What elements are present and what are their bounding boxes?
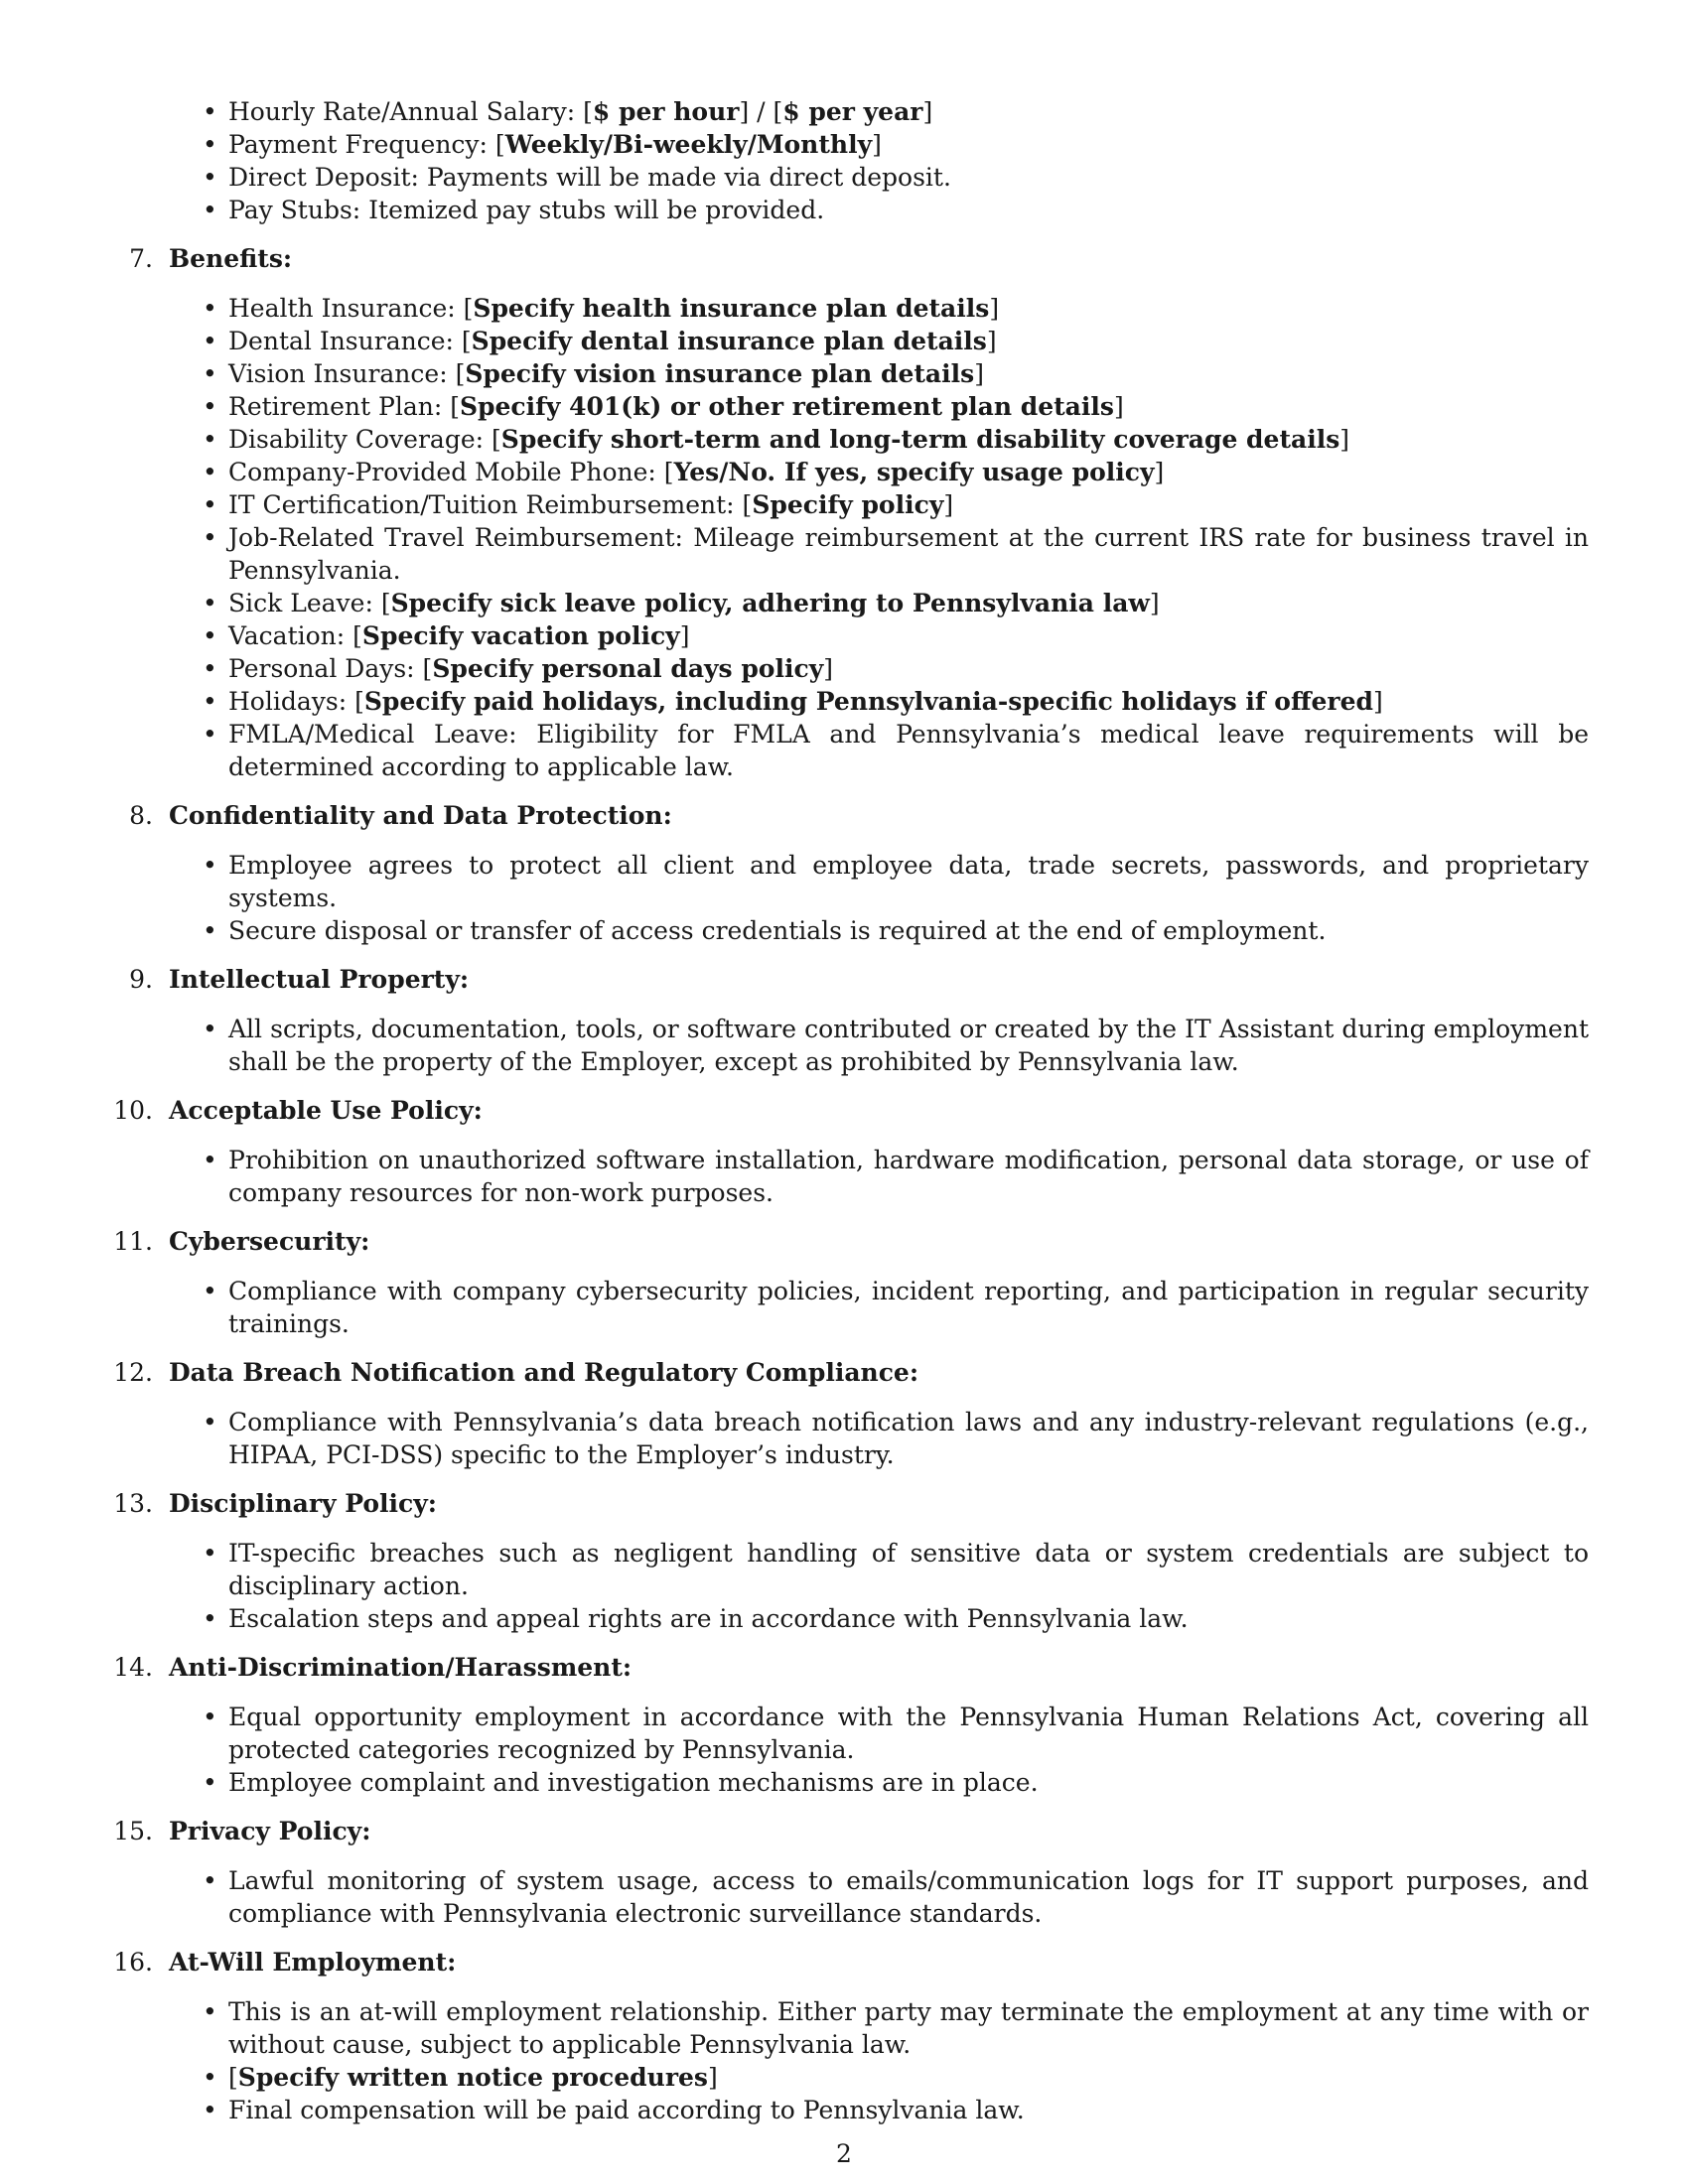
item-text: [ (492, 425, 501, 454)
placeholder-text: Yes/No. If yes, specify usage policy (673, 458, 1155, 486)
item-text: Prohibition on unauthorized software installation, hardware modification, personal data storage, or use of company resources for non-work purposes. (228, 1146, 1589, 1207)
section (113, 1356, 1589, 1471)
section (113, 1651, 1589, 1799)
item-text: Itemized pay stubs will be provided. (368, 196, 825, 224)
list-item (228, 95, 1589, 128)
item-label: Disability Coverage: (228, 425, 492, 454)
section-list (159, 1406, 1589, 1471)
item-text: [ (422, 654, 433, 683)
list-item (228, 1275, 1589, 1340)
section (113, 1487, 1589, 1635)
section-list (159, 1995, 1589, 2126)
item-text: [ (463, 294, 474, 323)
section (129, 242, 1589, 783)
item-text: [ (461, 327, 472, 355)
placeholder-text: Specify sick leave policy, adhering to Pennsylvania law (390, 589, 1150, 617)
section-number: 16. (113, 1948, 153, 1977)
list-item (228, 1766, 1589, 1799)
list-item (228, 685, 1589, 718)
item-text: ] / [ (739, 97, 783, 126)
compensation-list (159, 95, 1589, 226)
item-text: Compliance with company cybersecurity policies, incident reporting, and participation in regular security trainings. (228, 1277, 1589, 1338)
item-text: Employee agrees to protect all client and employee data, trade secrets, passwords, and proprietary systems. (228, 851, 1589, 912)
item-label: Health Insurance: (228, 294, 464, 323)
item-text: ] (986, 327, 997, 355)
section (129, 799, 1589, 947)
item-label: Personal Days: (228, 654, 423, 683)
section-title: At-Will Employment: (169, 1948, 457, 1977)
section-title: Intellectual Property: (169, 965, 470, 994)
item-label: Dental Insurance: (228, 327, 462, 355)
item-text: IT-specific breaches such as negligent handling of sensitive data or system credentials are subject to disciplinary action. (228, 1539, 1589, 1600)
item-text: ] (1339, 425, 1350, 454)
item-label: Direct Deposit: (228, 163, 427, 192)
list-item (228, 2061, 1589, 2094)
placeholder-text: Specify vacation policy (361, 621, 680, 650)
list-item (228, 128, 1589, 161)
list-item (228, 357, 1589, 390)
list-item (228, 423, 1589, 456)
item-text: Compliance with Pennsylvania’s data breach notification laws and any industry-relevant regulations (e.g., HIPAA, PCI-DSS) specific to the Employer’s industry. (228, 1408, 1589, 1469)
item-label: Vacation: (228, 621, 353, 650)
section-title: Cybersecurity: (169, 1227, 370, 1256)
placeholder-text: Specify 401(k) or other retirement plan details (459, 392, 1114, 421)
item-text: Equal opportunity employment in accordance with the Pennsylvania Human Relations Act, covering all protected categories recognized by Pennsylvania. (228, 1703, 1589, 1764)
item-label: Retirement Plan: (228, 392, 451, 421)
item-text: ] (679, 621, 690, 650)
list-item (228, 521, 1589, 587)
section (113, 1946, 1589, 2126)
section-heading (113, 1651, 1589, 1684)
item-text: ] (823, 654, 833, 683)
item-text: Escalation steps and appeal rights are in accordance with Pennsylvania law. (228, 1604, 1189, 1633)
placeholder-text: Specify health insurance plan details (473, 294, 990, 323)
placeholder-text: Specify personal days policy (432, 654, 824, 683)
list-item (228, 1995, 1589, 2061)
list-item (228, 292, 1589, 325)
list-item (228, 914, 1589, 947)
section-list (159, 1864, 1589, 1930)
placeholder-text: Specify policy (752, 490, 944, 519)
section-heading (113, 1356, 1589, 1389)
section-title: Data Breach Notification and Regulatory Compliance: (169, 1358, 919, 1387)
placeholder-text: Specify vision insurance plan details (465, 359, 975, 388)
list-item (228, 1537, 1589, 1602)
list-item (228, 587, 1589, 619)
section-number: 15. (113, 1817, 153, 1845)
list-item (228, 2094, 1589, 2126)
item-label: Company-Provided Mobile Phone: (228, 458, 664, 486)
placeholder-text: Specify written notice procedures (237, 2063, 708, 2092)
list-item (228, 194, 1589, 226)
item-text: [ (742, 490, 753, 519)
section-number: 11. (113, 1227, 153, 1256)
item-text: ] (1154, 458, 1165, 486)
item-text: [ (354, 687, 364, 716)
item-text: Mileage reimbursement at the current IRS rate for business travel in Pennsylvania. (228, 523, 1589, 585)
item-text: Payments will be made via direct deposit. (426, 163, 951, 192)
section-number: 13. (113, 1489, 153, 1518)
list-item (228, 1144, 1589, 1209)
section-list (159, 849, 1589, 947)
item-text: ] (872, 130, 882, 159)
section-list (159, 1701, 1589, 1799)
document-page (113, 95, 1589, 2126)
section-number: 8. (129, 801, 153, 830)
list-item (228, 849, 1589, 914)
item-text: All scripts, documentation, tools, or software contributed or created by the IT Assistant during employment shall be the property of the Employer, except as prohibited by Pennsylvania law. (228, 1015, 1589, 1076)
section (113, 1094, 1589, 1209)
section-number: 12. (113, 1358, 153, 1387)
section-title: Acceptable Use Policy: (169, 1096, 483, 1125)
item-label: Vision Insurance: (228, 359, 456, 388)
item-text: ] (989, 294, 1000, 323)
list-item (228, 619, 1589, 652)
item-text: [ (663, 458, 674, 486)
item-text: [ (380, 589, 391, 617)
list-item (228, 652, 1589, 685)
item-text: Lawful monitoring of system usage, access to emails/communication logs for IT support purposes, and compliance with Pennsylvania electronic surveillance standards. (228, 1866, 1589, 1928)
list-item (228, 718, 1589, 783)
section-heading (113, 1487, 1589, 1520)
list-item (228, 390, 1589, 423)
section-heading (129, 799, 1589, 832)
section-list (159, 292, 1589, 783)
section-heading (129, 963, 1589, 996)
section-list (159, 1537, 1589, 1635)
section-heading (113, 1946, 1589, 1979)
item-label: FMLA/Medical Leave: (228, 720, 537, 749)
item-label: Holidays: (228, 687, 355, 716)
item-text: [ (450, 392, 460, 421)
section-number: 7. (129, 244, 153, 273)
list-item (228, 488, 1589, 521)
item-text: Employee complaint and investigation mechanisms are in place. (228, 1768, 1039, 1797)
item-text: ] (922, 97, 933, 126)
section-heading (129, 242, 1589, 275)
item-text: [ (352, 621, 362, 650)
section-title: Anti-Discrimination/Harassment: (169, 1653, 633, 1682)
list-item (228, 161, 1589, 194)
section-number: 14. (113, 1653, 153, 1682)
item-text: ] (1113, 392, 1124, 421)
list-item (228, 1406, 1589, 1471)
section-list (159, 1275, 1589, 1340)
section-heading (113, 1225, 1589, 1258)
item-label: Sick Leave: (228, 589, 381, 617)
item-text: [ (583, 97, 593, 126)
item-text: [ (455, 359, 466, 388)
item-label: IT Certification/Tuition Reimbursement: (228, 490, 743, 519)
list-item (228, 1602, 1589, 1635)
item-label: Hourly Rate/Annual Salary: (228, 97, 584, 126)
list-item (228, 456, 1589, 488)
item-text: ] (1149, 589, 1160, 617)
list-item (228, 325, 1589, 357)
item-text: Secure disposal or transfer of access credentials is required at the end of employment. (228, 916, 1327, 945)
item-text: ] (974, 359, 984, 388)
placeholder-text: Specify paid holidays, including Pennsylvania-specific holidays if offered (363, 687, 1373, 716)
sections-container (113, 242, 1589, 2126)
section-title: Disciplinary Policy: (169, 1489, 437, 1518)
list-item (228, 1701, 1589, 1766)
placeholder-text: $ per hour (592, 97, 740, 126)
section-title: Privacy Policy: (169, 1817, 371, 1845)
section-heading (113, 1094, 1589, 1127)
item-label: Job-Related Travel Reimbursement: (228, 523, 694, 552)
list-item (228, 1013, 1589, 1078)
section-number: 9. (129, 965, 153, 994)
item-text: Eligibility for FMLA and Pennsylvania’s medical leave requirements will be determined according to applicable law. (228, 720, 1589, 781)
section-title: Confidentiality and Data Protection: (169, 801, 672, 830)
section (113, 1225, 1589, 1340)
section (129, 963, 1589, 1078)
list-item (228, 1864, 1589, 1930)
placeholder-text: Specify dental insurance plan details (471, 327, 987, 355)
section-title: Benefits: (169, 244, 293, 273)
page-number: 2 (836, 2139, 852, 2168)
item-label: Pay Stubs: (228, 196, 369, 224)
item-text: [ (494, 130, 505, 159)
placeholder-text: Weekly/Bi-weekly/Monthly (504, 130, 873, 159)
placeholder-text: Specify short-term and long-term disability coverage details (500, 425, 1340, 454)
item-label: Payment Frequency: (228, 130, 495, 159)
section-heading (113, 1815, 1589, 1847)
item-text: ] (943, 490, 954, 519)
section-number: 10. (113, 1096, 153, 1125)
section-list (159, 1144, 1589, 1209)
item-text: This is an at-will employment relationship. Either party may terminate the employment at any time with or without cause, subject to applicable Pennsylvania law. (228, 1997, 1589, 2059)
item-text: ] (1372, 687, 1383, 716)
item-text: ] (707, 2063, 718, 2092)
section (113, 1815, 1589, 1930)
section-list (159, 1013, 1589, 1078)
item-text: [ (228, 2063, 238, 2092)
placeholder-text: $ per year (782, 97, 923, 126)
item-text: Final compensation will be paid according to Pennsylvania law. (228, 2096, 1025, 2124)
